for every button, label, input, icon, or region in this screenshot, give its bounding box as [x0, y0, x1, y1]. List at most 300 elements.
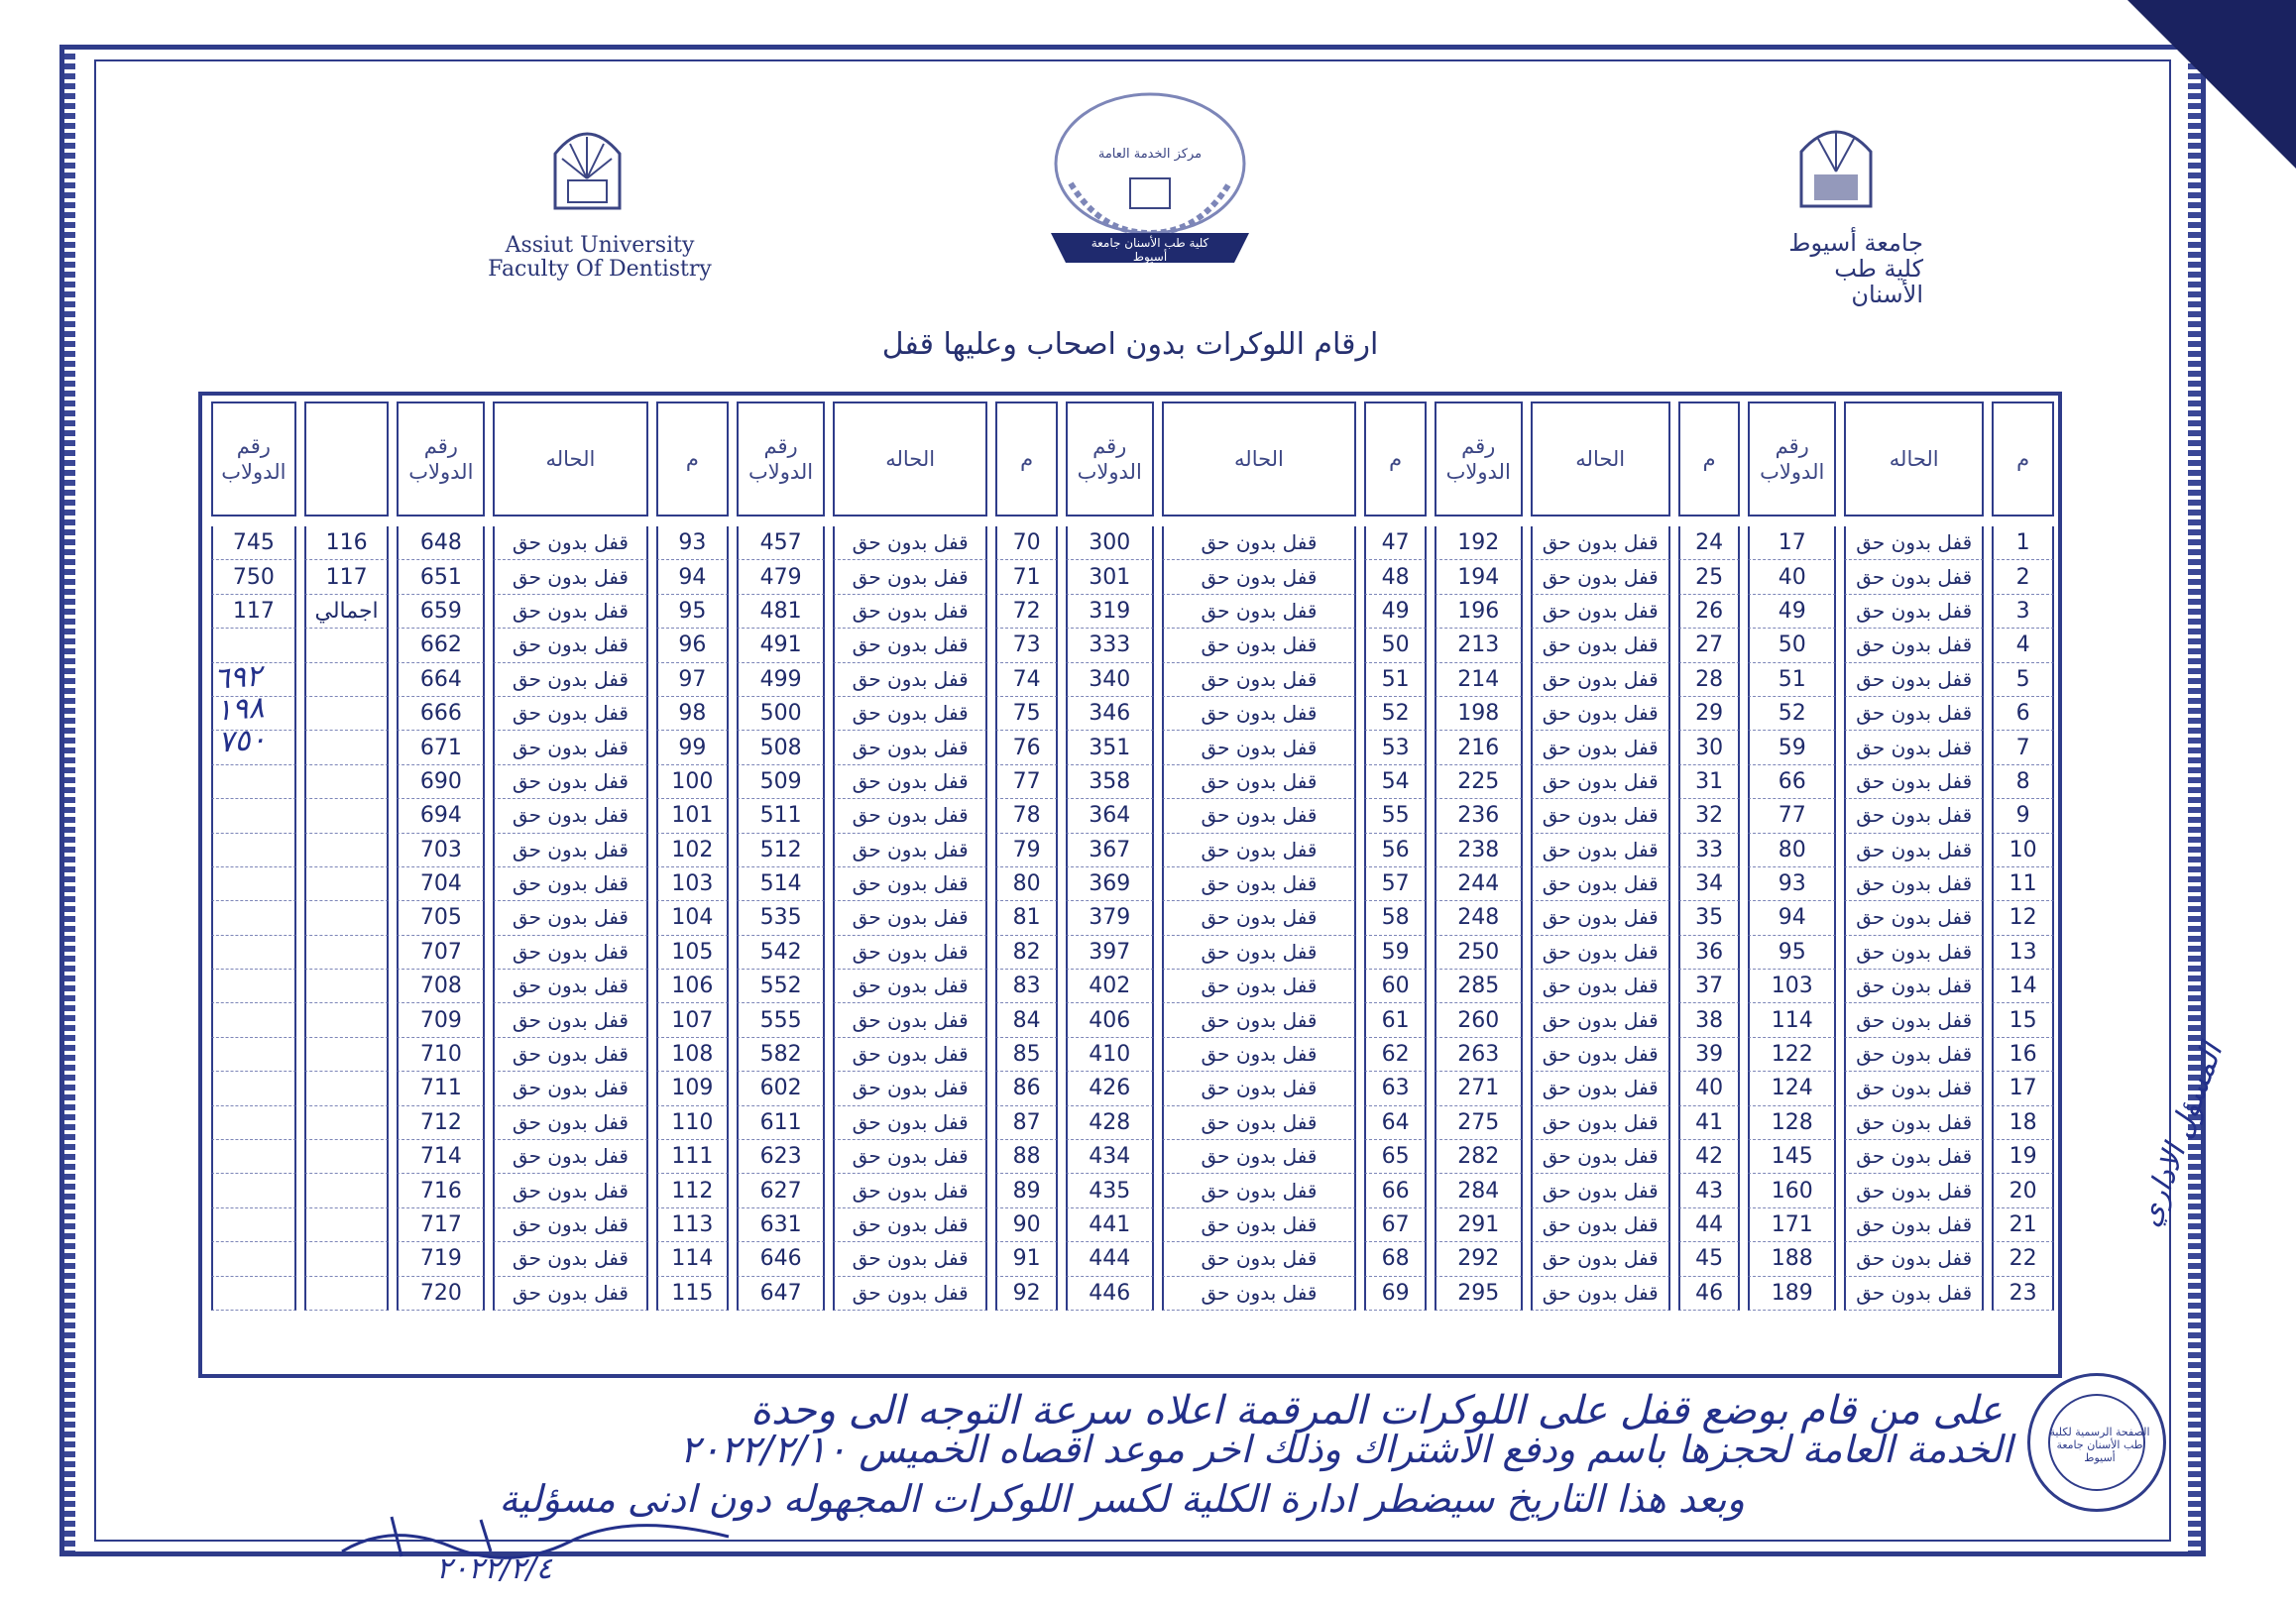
header-extra-locker: رقم الدولاب	[211, 402, 296, 517]
row-number-cell: 23	[1992, 1277, 2054, 1311]
status-cell: قفل بدون حق	[1531, 765, 1670, 799]
locker-number-cell: 623	[737, 1140, 825, 1174]
row-number-cell: 42	[1678, 1140, 1741, 1174]
locker-number-cell: 282	[1435, 1140, 1523, 1174]
status-cell: قفل بدون حق	[833, 595, 987, 629]
row-number-cell: 62	[1364, 1038, 1427, 1072]
row-number-cell: 112	[656, 1174, 730, 1207]
locker-number-cell: 426	[1066, 1072, 1154, 1105]
row-number-cell: 76	[995, 731, 1058, 764]
status-cell: قفل بدون حق	[493, 697, 647, 731]
row-number-cell: 15	[1992, 1003, 2054, 1037]
row-number-cell: 63	[1364, 1072, 1427, 1105]
locker-number-cell: 292	[1435, 1242, 1523, 1276]
status-cell: قفل بدون حق	[1162, 799, 1357, 833]
table-row	[211, 663, 2054, 697]
row-number-cell: 83	[995, 970, 1058, 1003]
locker-number-cell: 647	[737, 1277, 825, 1311]
locker-number-cell: 710	[397, 1038, 485, 1072]
header-locker: رقم الدولاب	[1435, 402, 1523, 517]
row-number-cell: 4	[1992, 629, 2054, 662]
locker-number-cell: 671	[397, 731, 485, 764]
locker-number-cell: 648	[397, 526, 485, 560]
status-cell: قفل بدون حق	[1531, 936, 1670, 970]
status-cell: قفل بدون حق	[1844, 970, 1984, 1003]
locker-number-cell: 364	[1066, 799, 1154, 833]
locker-number-cell: 508	[737, 731, 825, 764]
locker-number-cell: 705	[397, 901, 485, 935]
extra-locker-cell: 745	[211, 526, 296, 560]
status-cell: قفل بدون حق	[1162, 765, 1357, 799]
locker-number-cell: 216	[1435, 731, 1523, 764]
status-cell: قفل بدون حق	[1531, 1242, 1670, 1276]
status-cell: قفل بدون حق	[833, 867, 987, 901]
faculty-logo-right	[1796, 117, 1876, 211]
row-number-cell: 36	[1678, 936, 1741, 970]
locker-number-cell: 552	[737, 970, 825, 1003]
status-cell: قفل بدون حق	[1531, 629, 1670, 662]
status-cell: قفل بدون حق	[493, 1242, 647, 1276]
locker-number-cell: 397	[1066, 936, 1154, 970]
row-number-cell: 113	[656, 1208, 730, 1242]
status-cell: قفل بدون حق	[493, 731, 647, 764]
table-row	[211, 1242, 2054, 1276]
extra-empty-cell	[211, 799, 296, 833]
row-number-cell: 5	[1992, 663, 2054, 697]
row-number-cell: 80	[995, 867, 1058, 901]
status-cell: قفل بدون حق	[1844, 1003, 1984, 1037]
table-row	[211, 1038, 2054, 1072]
extra-empty-cell	[304, 1208, 390, 1242]
row-number-cell: 49	[1364, 595, 1427, 629]
row-number-cell: 66	[1364, 1174, 1427, 1207]
row-number-cell: 32	[1678, 799, 1741, 833]
status-cell: قفل بدون حق	[1162, 1208, 1357, 1242]
locker-number-cell: 509	[737, 765, 825, 799]
row-number-cell: 41	[1678, 1106, 1741, 1140]
status-cell: قفل بدون حق	[1162, 1038, 1357, 1072]
locker-number-cell: 714	[397, 1140, 485, 1174]
locker-number-cell: 340	[1066, 663, 1154, 697]
status-cell: قفل بدون حق	[833, 936, 987, 970]
status-cell: قفل بدون حق	[833, 629, 987, 662]
status-cell: قفل بدون حق	[1531, 595, 1670, 629]
table-row	[211, 867, 2054, 901]
row-number-cell: 18	[1992, 1106, 2054, 1140]
extra-empty-cell	[304, 697, 390, 731]
stamp-text: الصفحة الرسمية لكلية طب الأسنان جامعة أسيوط	[2049, 1426, 2150, 1464]
locker-number-cell: 651	[397, 560, 485, 594]
scan-corner	[2127, 0, 2296, 169]
status-cell: قفل بدون حق	[833, 1106, 987, 1140]
status-cell: قفل بدون حق	[833, 1208, 987, 1242]
extra-empty-cell	[211, 1038, 296, 1072]
locker-number-cell: 499	[737, 663, 825, 697]
status-cell: قفل بدون حق	[1531, 731, 1670, 764]
row-number-cell: 26	[1678, 595, 1741, 629]
locker-number-cell: 690	[397, 765, 485, 799]
row-number-cell: 19	[1992, 1140, 2054, 1174]
status-cell: قفل بدون حق	[1844, 799, 1984, 833]
row-number-cell: 35	[1678, 901, 1741, 935]
locker-number-cell: 434	[1066, 1140, 1154, 1174]
row-number-cell: 43	[1678, 1174, 1741, 1207]
extra-empty-cell	[211, 901, 296, 935]
row-number-cell: 115	[656, 1277, 730, 1311]
locker-number-cell: 582	[737, 1038, 825, 1072]
table-row	[211, 697, 2054, 731]
status-cell: قفل بدون حق	[1162, 1174, 1357, 1207]
locker-number-cell: 479	[737, 560, 825, 594]
row-number-cell: 84	[995, 1003, 1058, 1037]
status-cell: قفل بدون حق	[1844, 765, 1984, 799]
row-number-cell: 13	[1992, 936, 2054, 970]
row-number-cell: 7	[1992, 731, 2054, 764]
row-number-cell: 73	[995, 629, 1058, 662]
locker-number-cell: 712	[397, 1106, 485, 1140]
locker-number-cell: 602	[737, 1072, 825, 1105]
faculty-name-ar: كلية طب الأسنان	[1834, 255, 1923, 308]
row-number-cell: 12	[1992, 901, 2054, 935]
status-cell: قفل بدون حق	[1844, 1242, 1984, 1276]
status-cell: قفل بدون حق	[1162, 697, 1357, 731]
locker-number-cell: 260	[1435, 1003, 1523, 1037]
center-logo-text: مركز الخدمة العامة	[1097, 147, 1203, 162]
row-number-cell: 50	[1364, 629, 1427, 662]
row-number-cell: 109	[656, 1072, 730, 1105]
extra-empty-cell	[211, 867, 296, 901]
extra-empty-cell	[304, 1106, 390, 1140]
extra-empty-cell	[304, 663, 390, 697]
locker-number-cell: 611	[737, 1106, 825, 1140]
status-cell: قفل بدون حق	[833, 1242, 987, 1276]
locker-number-cell: 263	[1435, 1038, 1523, 1072]
status-cell: قفل بدون حق	[1531, 1140, 1670, 1174]
locker-number-cell: 659	[397, 595, 485, 629]
status-cell: قفل بدون حق	[493, 629, 647, 662]
locker-number-cell: 66	[1748, 765, 1836, 799]
row-number-cell: 77	[995, 765, 1058, 799]
status-cell: قفل بدون حق	[1844, 867, 1984, 901]
status-cell: قفل بدون حق	[1844, 1072, 1984, 1105]
official-stamp	[2027, 1373, 2166, 1512]
row-number-cell: 64	[1364, 1106, 1427, 1140]
row-number-cell: 3	[1992, 595, 2054, 629]
status-cell: قفل بدون حق	[833, 1072, 987, 1105]
locker-number-cell: 192	[1435, 526, 1523, 560]
status-cell: قفل بدون حق	[1162, 970, 1357, 1003]
status-cell: قفل بدون حق	[493, 834, 647, 867]
status-cell: قفل بدون حق	[1844, 1208, 1984, 1242]
extra-empty-cell	[304, 799, 390, 833]
faculty-name-en: Faculty Of Dentistry	[488, 257, 712, 282]
row-number-cell: 71	[995, 560, 1058, 594]
row-number-cell: 37	[1678, 970, 1741, 1003]
locker-number-cell: 300	[1066, 526, 1154, 560]
row-number-cell: 96	[656, 629, 730, 662]
status-cell: قفل بدون حق	[493, 901, 647, 935]
locker-number-cell: 214	[1435, 663, 1523, 697]
status-cell: قفل بدون حق	[1531, 1277, 1670, 1311]
extra-empty-cell	[304, 834, 390, 867]
header-m: م	[1364, 402, 1427, 517]
header-status: الحاله	[1162, 402, 1357, 517]
status-cell: قفل بدون حق	[1844, 595, 1984, 629]
row-number-cell: 90	[995, 1208, 1058, 1242]
locker-number-cell: 711	[397, 1072, 485, 1105]
status-cell: قفل بدون حق	[493, 799, 647, 833]
extra-empty-cell	[304, 1174, 390, 1207]
row-number-cell: 81	[995, 901, 1058, 935]
extra-empty-cell	[211, 1003, 296, 1037]
header-m: م	[995, 402, 1058, 517]
locker-number-cell: 707	[397, 936, 485, 970]
row-number-cell: 22	[1992, 1242, 2054, 1276]
table-row	[211, 1003, 2054, 1037]
row-number-cell: 67	[1364, 1208, 1427, 1242]
status-cell: قفل بدون حق	[493, 1208, 647, 1242]
locker-number-cell: 717	[397, 1208, 485, 1242]
status-cell: قفل بدون حق	[1844, 526, 1984, 560]
row-number-cell: 88	[995, 1140, 1058, 1174]
locker-number-cell: 225	[1435, 765, 1523, 799]
handwritten-number: ٦٩٢	[212, 658, 264, 697]
status-cell: قفل بدون حق	[833, 1277, 987, 1311]
locker-number-cell: 122	[1748, 1038, 1836, 1072]
row-number-cell: 91	[995, 1242, 1058, 1276]
row-number-cell: 60	[1364, 970, 1427, 1003]
extra-empty-cell	[211, 1106, 296, 1140]
extra-empty-cell	[304, 1072, 390, 1105]
locker-number-cell: 198	[1435, 697, 1523, 731]
status-cell: قفل بدون حق	[1531, 901, 1670, 935]
row-number-cell: 56	[1364, 834, 1427, 867]
extra-m-cell: 116	[304, 526, 390, 560]
lockers-table	[203, 402, 2062, 1311]
extra-empty-cell	[211, 834, 296, 867]
row-number-cell: 79	[995, 834, 1058, 867]
locker-number-cell: 145	[1748, 1140, 1836, 1174]
locker-number-cell: 627	[737, 1174, 825, 1207]
status-cell: قفل بدون حق	[1531, 697, 1670, 731]
status-cell: قفل بدون حق	[1531, 663, 1670, 697]
status-cell: قفل بدون حق	[493, 867, 647, 901]
row-number-cell: 6	[1992, 697, 2054, 731]
row-number-cell: 27	[1678, 629, 1741, 662]
status-cell: قفل بدون حق	[1844, 936, 1984, 970]
locker-number-cell: 428	[1066, 1106, 1154, 1140]
locker-number-cell: 250	[1435, 936, 1523, 970]
row-number-cell: 82	[995, 936, 1058, 970]
locker-number-cell: 555	[737, 1003, 825, 1037]
row-number-cell: 29	[1678, 697, 1741, 731]
row-number-cell: 95	[656, 595, 730, 629]
status-cell: قفل بدون حق	[1162, 1277, 1357, 1311]
extra-empty-cell	[304, 1003, 390, 1037]
locker-number-cell: 94	[1748, 901, 1836, 935]
extra-empty-cell	[304, 629, 390, 662]
status-cell: قفل بدون حق	[493, 1174, 647, 1207]
header-status: الحاله	[1531, 402, 1670, 517]
locker-number-cell: 188	[1748, 1242, 1836, 1276]
row-number-cell: 28	[1678, 663, 1741, 697]
row-number-cell: 78	[995, 799, 1058, 833]
locker-number-cell: 244	[1435, 867, 1523, 901]
status-cell: قفل بدون حق	[1162, 595, 1357, 629]
locker-number-cell: 124	[1748, 1072, 1836, 1105]
status-cell: قفل بدون حق	[1531, 1174, 1670, 1207]
row-number-cell: 45	[1678, 1242, 1741, 1276]
row-number-cell: 75	[995, 697, 1058, 731]
table-row	[211, 1072, 2054, 1105]
header-status: الحاله	[833, 402, 987, 517]
row-number-cell: 25	[1678, 560, 1741, 594]
table-row	[211, 1174, 2054, 1207]
locker-number-cell: 194	[1435, 560, 1523, 594]
locker-number-cell: 51	[1748, 663, 1836, 697]
row-number-cell: 86	[995, 1072, 1058, 1105]
status-cell: قفل بدون حق	[1531, 1072, 1670, 1105]
locker-number-cell: 77	[1748, 799, 1836, 833]
status-cell: قفل بدون حق	[1844, 697, 1984, 731]
status-cell: قفل بدون حق	[493, 595, 647, 629]
row-number-cell: 87	[995, 1106, 1058, 1140]
row-number-cell: 110	[656, 1106, 730, 1140]
status-cell: قفل بدون حق	[1162, 560, 1357, 594]
extra-locker-cell: 750	[211, 560, 296, 594]
locker-number-cell: 59	[1748, 731, 1836, 764]
locker-number-cell: 435	[1066, 1174, 1154, 1207]
status-cell: قفل بدون حق	[1531, 799, 1670, 833]
status-cell: قفل بدون حق	[1844, 1106, 1984, 1140]
row-number-cell: 85	[995, 1038, 1058, 1072]
total-value-cell: 117	[211, 595, 296, 629]
locker-number-cell: 40	[1748, 560, 1836, 594]
extra-empty-cell	[211, 936, 296, 970]
handwritten-note-line-2: الخدمة العامة لحجزها باسم ودفع الاشتراك وذلك اخر موعد اقصاه الخميس ٢٠٢٢/٢/١٠	[679, 1428, 2012, 1471]
status-cell: قفل بدون حق	[1162, 1140, 1357, 1174]
locker-number-cell: 284	[1435, 1174, 1523, 1207]
row-number-cell: 59	[1364, 936, 1427, 970]
status-cell: قفل بدون حق	[1844, 1277, 1984, 1311]
row-number-cell: 51	[1364, 663, 1427, 697]
row-number-cell: 106	[656, 970, 730, 1003]
row-number-cell: 38	[1678, 1003, 1741, 1037]
row-number-cell: 40	[1678, 1072, 1741, 1105]
status-cell: قفل بدون حق	[833, 834, 987, 867]
status-cell: قفل بدون حق	[1162, 1072, 1357, 1105]
locker-number-cell: 535	[737, 901, 825, 935]
row-number-cell: 11	[1992, 867, 2054, 901]
row-number-cell: 89	[995, 1174, 1058, 1207]
document-title: ارقام اللوكرات بدون اصحاب وعليها قفل	[881, 327, 1379, 362]
row-number-cell: 1	[1992, 526, 2054, 560]
row-number-cell: 93	[656, 526, 730, 560]
table-row	[211, 560, 2054, 594]
status-cell: قفل بدون حق	[1162, 867, 1357, 901]
status-cell: قفل بدون حق	[493, 1106, 647, 1140]
table-row	[211, 1277, 2054, 1311]
status-cell: قفل بدون حق	[1162, 731, 1357, 764]
extra-empty-cell	[304, 765, 390, 799]
status-cell: قفل بدون حق	[493, 765, 647, 799]
status-cell: قفل بدون حق	[1531, 834, 1670, 867]
status-cell: قفل بدون حق	[493, 560, 647, 594]
status-cell: قفل بدون حق	[1844, 629, 1984, 662]
row-number-cell: 97	[656, 663, 730, 697]
locker-number-cell: 80	[1748, 834, 1836, 867]
locker-number-cell: 50	[1748, 629, 1836, 662]
locker-number-cell: 196	[1435, 595, 1523, 629]
locker-number-cell: 248	[1435, 901, 1523, 935]
row-number-cell: 108	[656, 1038, 730, 1072]
locker-number-cell: 346	[1066, 697, 1154, 731]
status-cell: قفل بدون حق	[1162, 1003, 1357, 1037]
status-cell: قفل بدون حق	[833, 1140, 987, 1174]
row-number-cell: 55	[1364, 799, 1427, 833]
locker-number-cell: 93	[1748, 867, 1836, 901]
locker-number-cell: 369	[1066, 867, 1154, 901]
header-extra-m	[304, 402, 390, 517]
locker-number-cell: 514	[737, 867, 825, 901]
locker-number-cell: 704	[397, 867, 485, 901]
extra-empty-cell	[211, 1174, 296, 1207]
locker-number-cell: 664	[397, 663, 485, 697]
header-arabic	[1755, 230, 1923, 307]
row-number-cell: 105	[656, 936, 730, 970]
locker-number-cell: 238	[1435, 834, 1523, 867]
row-number-cell: 65	[1364, 1140, 1427, 1174]
locker-number-cell: 17	[1748, 526, 1836, 560]
row-number-cell: 101	[656, 799, 730, 833]
extra-empty-cell	[304, 936, 390, 970]
locker-number-cell: 291	[1435, 1208, 1523, 1242]
status-cell: قفل بدون حق	[1844, 1174, 1984, 1207]
handwritten-number: ٧٥٠	[217, 722, 268, 760]
table-row	[211, 526, 2054, 560]
header-english	[466, 234, 734, 282]
locker-number-cell: 95	[1748, 936, 1836, 970]
row-number-cell: 70	[995, 526, 1058, 560]
locker-number-cell: 358	[1066, 765, 1154, 799]
row-number-cell: 2	[1992, 560, 2054, 594]
handwritten-note-line-3: وبعد هذا التاريخ سيضطر ادارة الكلية لكسر اللوكرات المجهوله دون ادنى مسؤلية	[499, 1477, 1745, 1521]
handwritten-side-note: المسؤل الاداري	[2131, 1039, 2231, 1231]
status-cell: قفل بدون حق	[1844, 663, 1984, 697]
extra-empty-cell	[304, 1277, 390, 1311]
table-row	[211, 901, 2054, 935]
table-row	[211, 936, 2054, 970]
locker-number-cell: 662	[397, 629, 485, 662]
locker-number-cell: 301	[1066, 560, 1154, 594]
locker-number-cell: 512	[737, 834, 825, 867]
table-row	[211, 765, 2054, 799]
extra-empty-cell	[304, 1140, 390, 1174]
locker-number-cell: 491	[737, 629, 825, 662]
row-number-cell: 46	[1678, 1277, 1741, 1311]
extra-empty-cell	[211, 765, 296, 799]
locker-number-cell: 457	[737, 526, 825, 560]
row-number-cell: 69	[1364, 1277, 1427, 1311]
locker-number-cell: 406	[1066, 1003, 1154, 1037]
header-m: م	[1678, 402, 1741, 517]
table-row	[211, 595, 2054, 629]
status-cell: قفل بدون حق	[1531, 560, 1670, 594]
table-row	[211, 799, 2054, 833]
row-number-cell: 16	[1992, 1038, 2054, 1072]
locker-number-cell: 236	[1435, 799, 1523, 833]
status-cell: قفل بدون حق	[833, 1038, 987, 1072]
